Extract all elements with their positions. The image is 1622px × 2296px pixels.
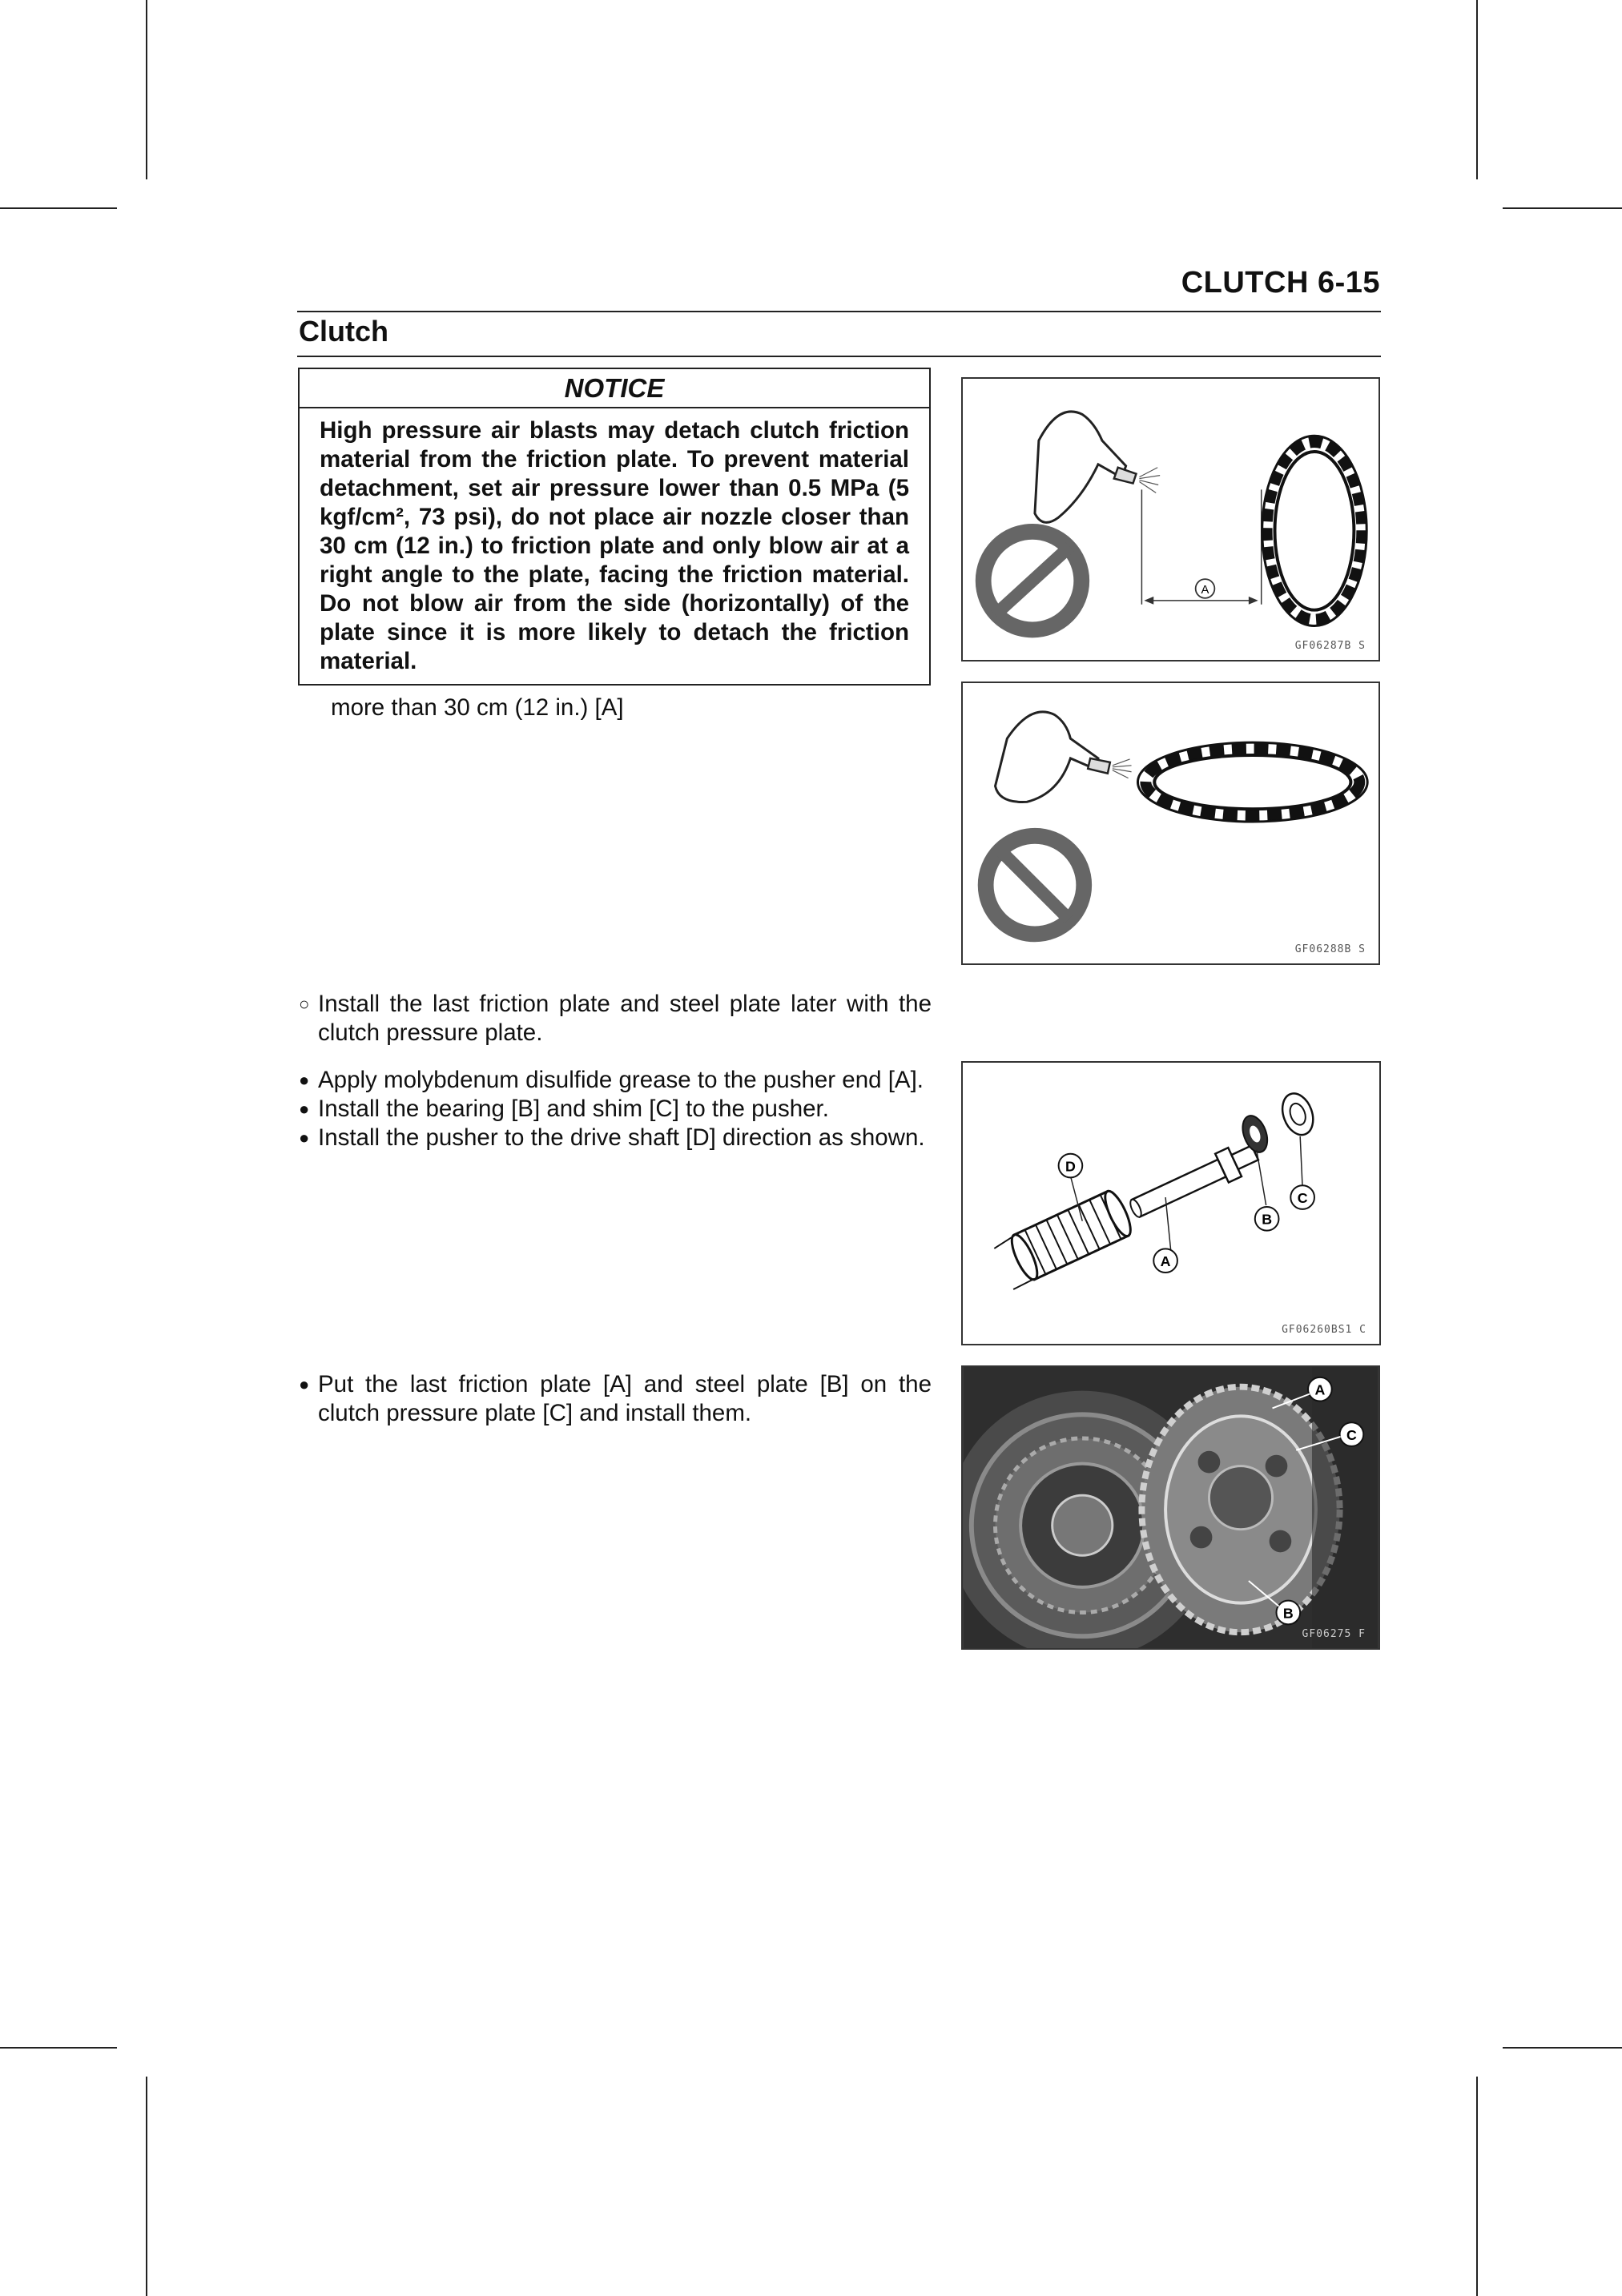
callout-label: A bbox=[1314, 1381, 1326, 1398]
step-put-plates bbox=[299, 1370, 932, 1428]
step-list-pusher bbox=[299, 1066, 932, 1152]
bullet-icon: ● bbox=[299, 1070, 310, 1090]
figure-air-blow-correct bbox=[961, 377, 1380, 661]
section-rule bbox=[297, 356, 1381, 357]
crop-mark bbox=[1476, 2077, 1478, 2296]
header-rule bbox=[297, 311, 1381, 312]
step-text: Put the last friction plate [A] and steel plate [B] on the clutch pressure plate [C] and install them. bbox=[318, 1371, 932, 1426]
figure-clutch-plates-photo bbox=[961, 1365, 1380, 1650]
crop-mark bbox=[0, 207, 117, 209]
bullet-icon: ● bbox=[299, 1099, 310, 1119]
step-text: Install the bearing [B] and shim [C] to the pusher. bbox=[318, 1096, 829, 1122]
crop-mark bbox=[1503, 2047, 1622, 2049]
hollow-bullet-icon: ○ bbox=[299, 994, 310, 1014]
callout-label: A bbox=[1160, 1253, 1171, 1270]
figure-pusher-assembly bbox=[961, 1061, 1381, 1345]
notice-box bbox=[298, 368, 931, 686]
crop-mark bbox=[1503, 207, 1622, 209]
callout-label: B bbox=[1282, 1605, 1294, 1622]
crop-mark bbox=[0, 2047, 117, 2049]
figure-code: GF06275 F bbox=[1302, 1628, 1366, 1640]
pusher-assembly-illustration bbox=[963, 1063, 1379, 1344]
callout-label: A bbox=[1201, 583, 1209, 597]
section-title: Clutch bbox=[299, 315, 388, 348]
step-text: Install the last friction plate and steel plate later with the clutch pressure plate. bbox=[318, 991, 932, 1046]
step-text: Apply molybdenum disulfide grease to the pusher end [A]. bbox=[318, 1067, 924, 1093]
page-title: CLUTCH 6-15 bbox=[1181, 266, 1380, 300]
notice-text: High pressure air blasts may detach clutch friction material from the friction plate. To prevent material detachment, set air pressure lower than 0.5 MPa (5 kgf/cm², 73 psi), do not place air nozzle closer than 30 cm (12 in.) to friction plate and only blow air at a right angle to the plate, facing the friction material. Do not blow air from the side (horizontally) of the plate since it is more likely to detach the friction material. bbox=[320, 417, 909, 674]
figure-code: GF06287B S bbox=[1294, 640, 1366, 652]
figure-air-blow-prohibited bbox=[961, 682, 1380, 965]
air-nozzle-illustration bbox=[963, 379, 1378, 660]
air-nozzle-prohibited-illustration bbox=[963, 683, 1378, 963]
bullet-icon: ● bbox=[299, 1128, 310, 1148]
callout-label: B bbox=[1262, 1211, 1273, 1228]
crop-mark bbox=[146, 2077, 147, 2296]
crop-mark bbox=[1476, 0, 1478, 179]
distance-note: more than 30 cm (12 in.) [A] bbox=[331, 694, 624, 721]
callout-label: C bbox=[1297, 1190, 1308, 1207]
notice-heading: NOTICE bbox=[300, 369, 929, 408]
crop-mark bbox=[146, 0, 147, 179]
callout-label: D bbox=[1065, 1158, 1076, 1175]
step-install-later bbox=[299, 990, 932, 1047]
figure-code: GF06288B S bbox=[1294, 943, 1366, 955]
callout-label: C bbox=[1346, 1426, 1357, 1443]
step-text: Install the pusher to the drive shaft [D] direction as shown. bbox=[318, 1124, 925, 1151]
figure-code: GF06260BS1 C bbox=[1282, 1324, 1366, 1336]
bullet-icon: ● bbox=[299, 1374, 310, 1394]
clutch-plates-photo bbox=[963, 1367, 1378, 1648]
